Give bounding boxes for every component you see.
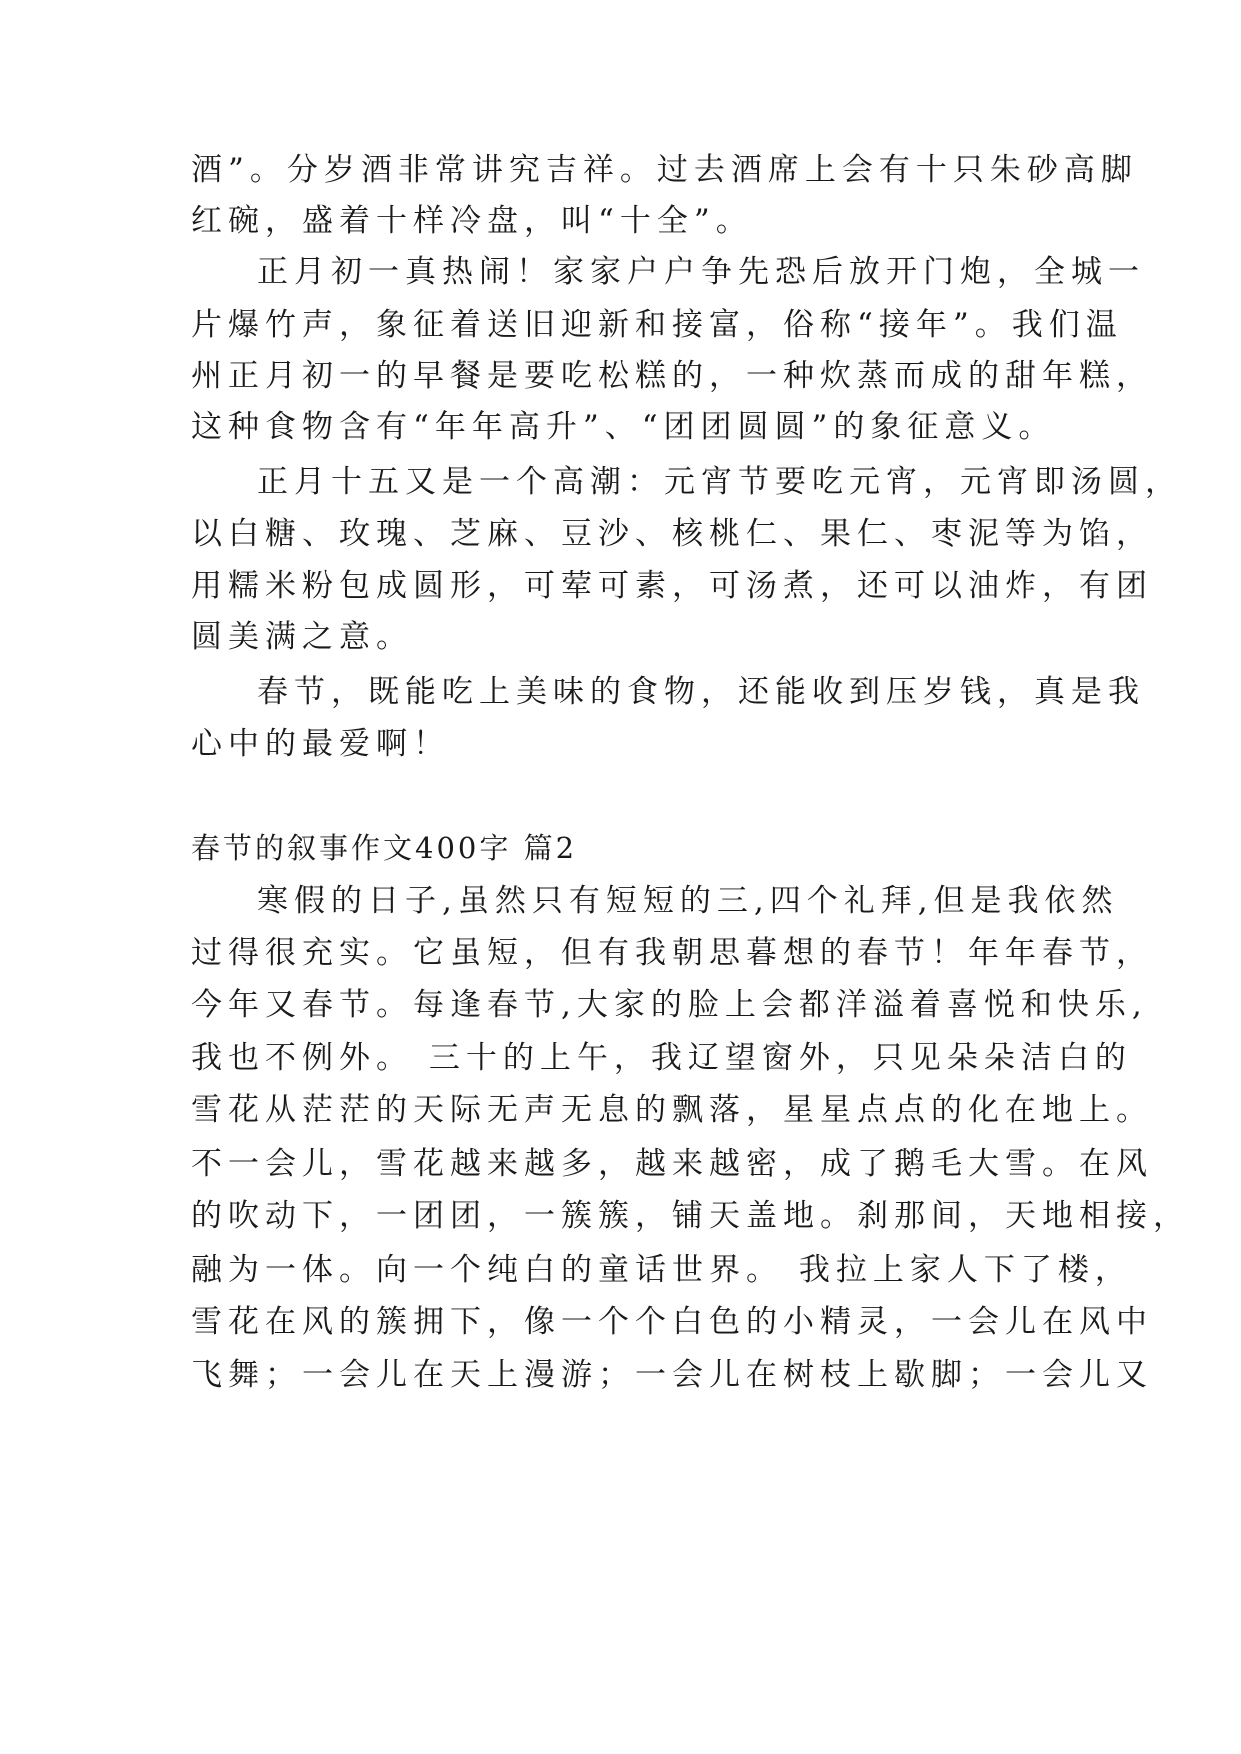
text-line: 用糯米粉包成圆形，可荤可素，可汤煮，还可以油炸，有团 [191,568,1153,604]
paragraph-first-line: 寒假的日子,虽然只有短短的三,四个礼拜,但是我依然 [257,883,1119,919]
text-line: 飞舞；一会儿在天上漫游；一会儿在树枝上歇脚；一会儿又 [191,1357,1153,1393]
text-line: 雪花在风的簇拥下，像一个个白色的小精灵，一会儿在风中 [191,1304,1153,1340]
section-heading: 春节的叙事作文400字 篇2 [191,831,578,865]
paragraph-first-line: 春节，既能吃上美味的食物，还能收到压岁钱，真是我 [257,674,1145,710]
paragraph-first-line: 正月十五又是一个高潮：元宵节要吃元宵，元宵即汤圆， [257,464,1182,500]
text-line: 融为一体。向一个纯白的童话世界。 我拉上家人下了楼， [191,1252,1132,1288]
text-line: 圆美满之意。 [191,619,413,655]
text-line: 以白糖、玫瑰、芝麻、豆沙、核桃仁、果仁、枣泥等为馅， [191,516,1153,552]
paragraph-first-line: 正月初一真热闹！家家户户争先恐后放开门炮，全城一 [257,254,1145,290]
text-line: 这种食物含有“年年高升”、“团团圆圆”的象征意义。 [191,409,1056,445]
text-line: 州正月初一的早餐是要吃松糕的，一种炊蒸而成的甜年糕， [191,358,1153,394]
text-line: 雪花从茫茫的天际无声无息的飘落，星星点点的化在地上。 [191,1092,1153,1128]
text-line: 过得很充实。它虽短，但有我朝思暮想的春节！年年春节， [191,935,1153,971]
text-line: 酒”。分岁酒非常讲究吉祥。过去酒席上会有十只朱砂高脚 [191,152,1138,188]
text-line: 不一会儿，雪花越来越多，越来越密，成了鹅毛大雪。在风 [191,1146,1153,1182]
text-line: 心中的最爱啊！ [191,726,450,762]
text-line: 的吹动下，一团团，一簇簇，铺天盖地。刹那间，天地相接， [191,1198,1190,1234]
text-line: 我也不例外。 三十的上午，我辽望窗外，只见朵朵洁白的 [191,1040,1132,1076]
text-line: 片爆竹声，象征着送旧迎新和接富，俗称“接年”。我们温 [191,307,1123,343]
text-line: 红碗，盛着十样冷盘，叫“十全”。 [191,203,753,239]
text-line: 今年又春节。每逢春节,大家的脸上会都洋溢着喜悦和快乐, [191,987,1148,1023]
